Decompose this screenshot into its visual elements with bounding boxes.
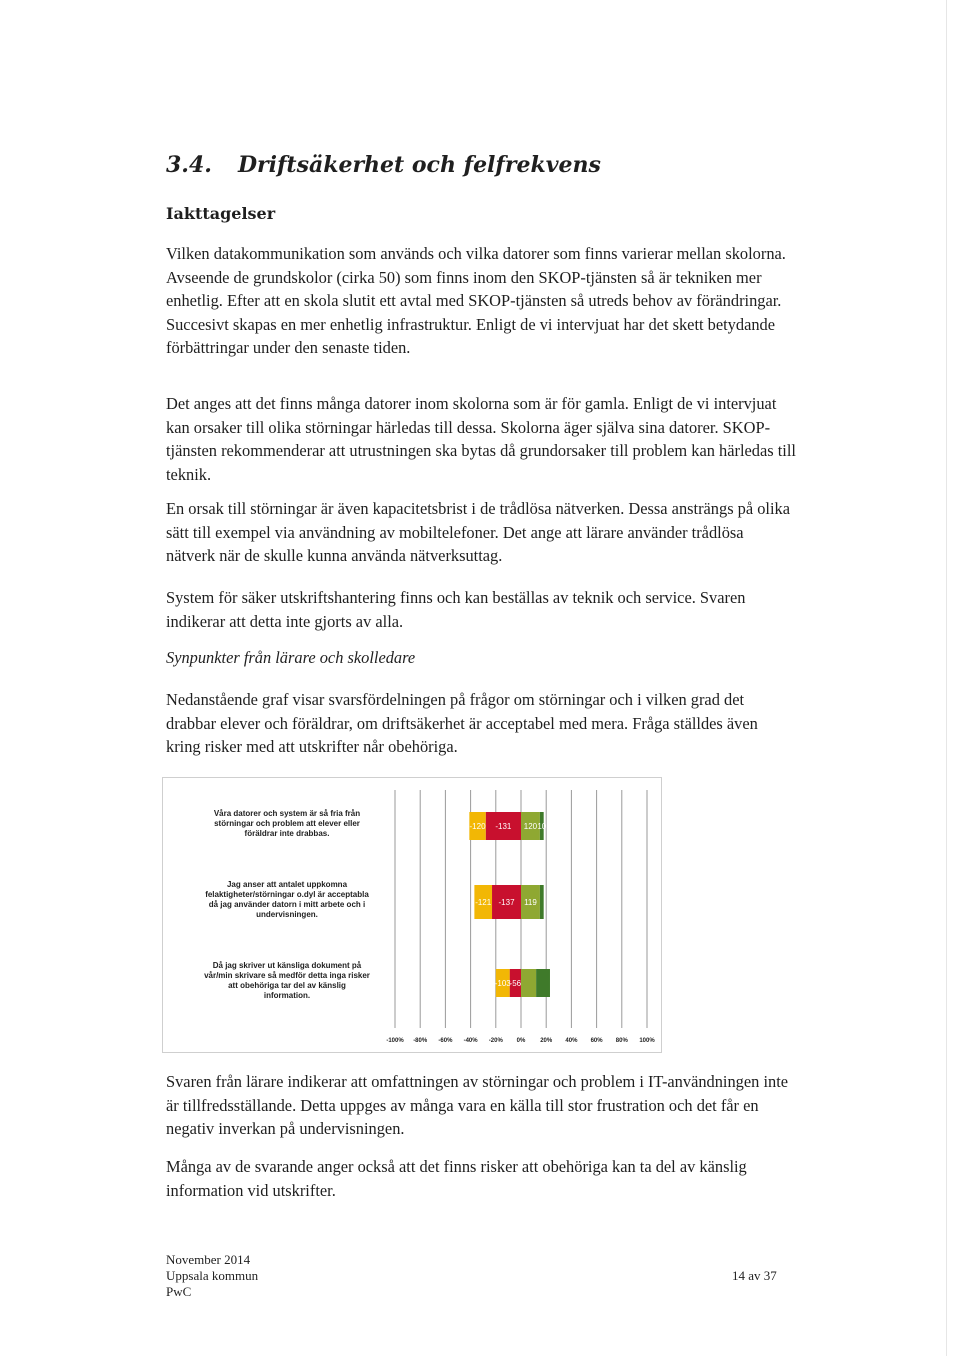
x-tick-label: -80% bbox=[413, 1038, 428, 1044]
subheading-iakttagelser: Iakttagelser bbox=[166, 204, 276, 223]
bar-value-label: 120 bbox=[523, 822, 538, 831]
paragraph-after-2: Många av de svarande anger också att det finns risker att obehöriga kan ta del av känslig information vid utskrifter. bbox=[166, 1157, 747, 1200]
bar-value-label: -120 bbox=[469, 822, 486, 831]
x-tick-label: 60% bbox=[590, 1038, 603, 1044]
page-number: 14 av 37 bbox=[732, 1268, 777, 1283]
chart-intro-paragraph: Nedanstående graf visar svarsfördelningen på frågor om störningar och i vilken grad det drabbar elever och föräldrar, om driftsäkerhet är acceptabel med mera. Fråga ställdes även kring risker med att utskrifter når obehöriga. bbox=[166, 690, 758, 756]
x-tick-label: 80% bbox=[615, 1038, 628, 1044]
footer-org: Uppsala kommun bbox=[166, 1268, 259, 1283]
bar-segment bbox=[536, 969, 550, 997]
footer-firm: PwC bbox=[166, 1284, 192, 1299]
section-heading bbox=[166, 152, 601, 178]
section-title: Driftsäkerhet och felfrekvens bbox=[237, 152, 601, 178]
x-tick-label: 20% bbox=[540, 1038, 553, 1044]
bar-value-label: -56 bbox=[509, 979, 522, 988]
category-label: Jag anser att antalet uppkomna felaktigheter/störningar o.dyl är acceptabla då jag använder datorn i mitt arbete och i undervisningen. bbox=[205, 880, 369, 919]
page-edge-rule bbox=[946, 0, 947, 1356]
survey-chart bbox=[162, 777, 662, 1053]
bar-value-label: -103 bbox=[494, 979, 511, 988]
bar-value-label: 10 bbox=[537, 822, 547, 831]
paragraph-after-1: Svaren från lärare indikerar att omfattningen av störningar och problem i IT-användningen inte är tillfredsställande. Detta uppges av många vara en källa till stor frustration och det får en negativ inverkan på undervisningen. bbox=[166, 1072, 789, 1138]
paragraph-4: System för säker utskriftshantering finns och kan beställas av teknik och service. Svaren indikerar att detta inte gjorts av alla. bbox=[166, 588, 746, 631]
italic-subheading: Synpunkter från lärare och skolledare bbox=[166, 648, 416, 667]
bar-segment bbox=[540, 885, 544, 919]
bar-value-label: -121 bbox=[475, 898, 492, 907]
chart-canvas bbox=[163, 778, 661, 1052]
paragraph-1: Vilken datakommunikation som används och vilka datorer som finns varierar mellan skolorna. Avseende de grundskolor (cirka 50) som finns inom den SKOP-tjänsten så är tekniken mer enhetlig. Efter att en skola slutit ett avtal med SKOP-tjänsten så utreds behov av förändringar. Succesivt skapas en mer enhetlig infrastruktur. Enligt de vi intervjuat har det skett betydande förbättringar under den senaste tiden. bbox=[166, 244, 786, 357]
bar-value-label: -137 bbox=[498, 898, 515, 907]
paragraph-3: En orsak till störningar är även kapacitetsbrist i de trådlösa nätverken. Dessa ansträngs på olika sätt till exempel via användning av mobiltelefoner. Det ange att lärare använder trådlösa nätverk när de skulle kunna använda nätverksuttag. bbox=[166, 499, 791, 565]
x-tick-label: 0% bbox=[516, 1038, 526, 1044]
x-tick-label: 100% bbox=[639, 1038, 655, 1044]
page-footer bbox=[166, 1252, 258, 1300]
bar-segment bbox=[521, 969, 536, 997]
category-label: Våra datorer och system är så fria från störningar och problem att elever eller föräldrar inte drabbas. bbox=[213, 809, 361, 838]
footer-date: November 2014 bbox=[166, 1252, 251, 1267]
x-tick-label: -60% bbox=[438, 1038, 453, 1044]
bar-value-label: -131 bbox=[495, 822, 512, 831]
x-tick-label: -20% bbox=[488, 1038, 503, 1044]
x-tick-label: -100% bbox=[386, 1038, 404, 1044]
bar-value-label: 119 bbox=[524, 898, 537, 907]
x-tick-label: -40% bbox=[463, 1038, 478, 1044]
section-number: 3.4. bbox=[166, 152, 212, 178]
category-label: Då jag skriver ut känsliga dokument på vår/min skrivare så medför detta inga risker att obehöriga tar del av känslig information. bbox=[204, 961, 370, 1000]
x-tick-label: 40% bbox=[565, 1038, 578, 1044]
paragraph-2: Det anges att det finns många datorer inom skolorna som är för gamla. Enligt de vi intervjuat kan orsaker till olika störningar härledas till dessa. Skolorna äger själva sina datorer. SKOP-tjänsten rekommenderar att utrustningen ska bytas då grundorsaker till problem kan härledas till teknik. bbox=[166, 394, 796, 484]
